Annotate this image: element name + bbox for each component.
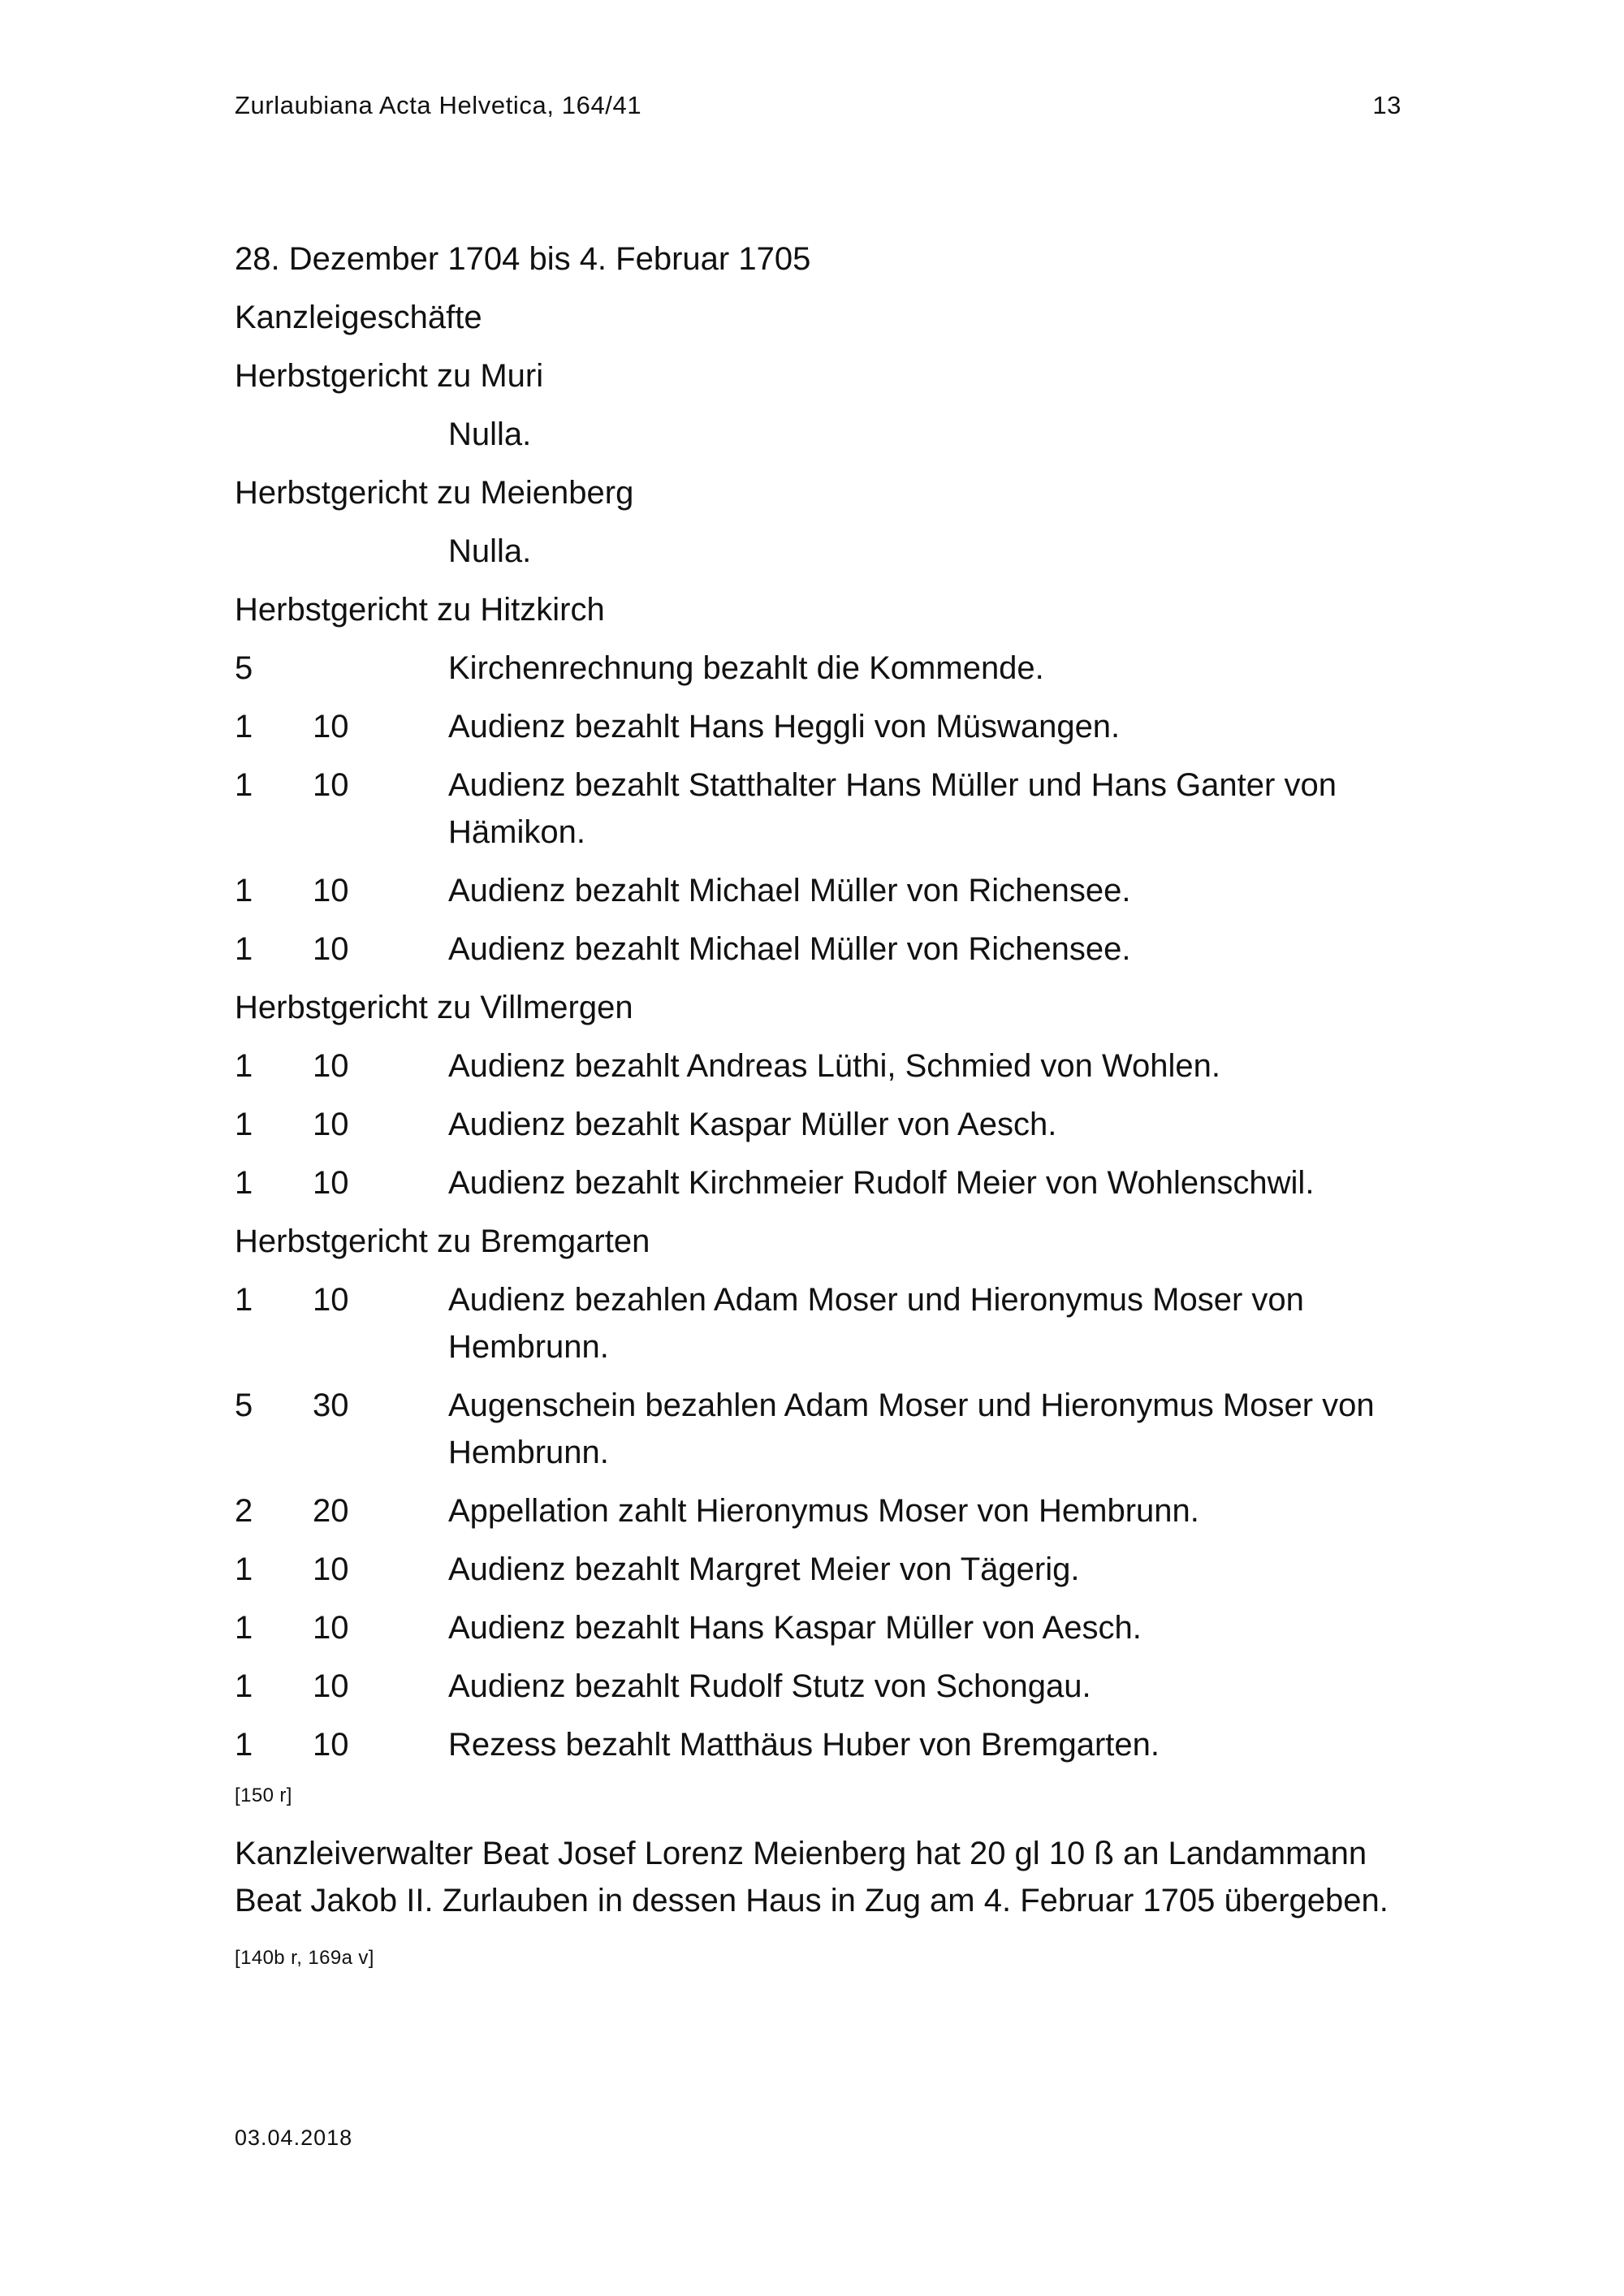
amount-schilling: 10: [313, 931, 349, 967]
entry-text: Nulla.: [448, 416, 532, 452]
ledger-entry: [235, 1546, 1402, 1593]
amount-gulden: 1: [235, 1610, 253, 1646]
amount-gulden: 1: [235, 1107, 253, 1142]
amount-gulden: 2: [235, 1493, 253, 1529]
entry-text: Audienz bezahlt Michael Müller von Richensee.: [448, 873, 1131, 908]
document-title: Zurlaubiana Acta Helvetica, 164/41: [235, 91, 642, 119]
court-section-title: Herbstgericht zu Muri: [235, 358, 544, 394]
entry-text: Audienz bezahlt Michael Müller von Richensee.: [448, 931, 1131, 967]
ledger-entry: [235, 645, 1402, 692]
entry-text: Rezess bezahlt Matthäus Huber von Bremgarten.: [448, 1727, 1160, 1763]
amount-gulden: 1: [235, 1668, 253, 1704]
amount-schilling: 10: [313, 873, 349, 908]
amount-gulden: 5: [235, 650, 253, 686]
court-section-title: Herbstgericht zu Bremgarten: [235, 1224, 650, 1259]
amount-gulden: 1: [235, 767, 253, 803]
document-body: [235, 235, 1402, 1974]
amount-schilling: 10: [313, 1282, 349, 1318]
amount-gulden: 1: [235, 873, 253, 908]
closing-paragraph: Kanzleiverwalter Beat Josef Lorenz Meienberg hat 20 gl 10 ß an Landammann Beat Jakob II. Zurlauben in dessen Haus in Zug am 4. Februar 1705 übergeben.: [235, 1836, 1389, 1918]
ledger-entry: [235, 528, 1402, 575]
section-heading: Kanzleigeschäfte: [235, 300, 482, 335]
entry-text: Audienz bezahlt Statthalter Hans Müller und Hans Ganter von Hämikon.: [448, 767, 1337, 850]
entry-text: Kirchenrechnung bezahlt die Kommende.: [448, 650, 1044, 686]
court-section-title: Herbstgericht zu Hitzkirch: [235, 592, 605, 628]
amount-gulden: 1: [235, 931, 253, 967]
entry-text: Audienz bezahlt Margret Meier von Tägerig.: [448, 1552, 1080, 1587]
footer-date: 03.04.2018: [235, 2126, 353, 2150]
entry-text: Audienz bezahlt Hans Heggli von Müswangen.: [448, 709, 1121, 744]
amount-schilling: 30: [313, 1388, 349, 1423]
ledger-entry: [235, 762, 1402, 856]
ledger-entry: [235, 1721, 1402, 1768]
amount-gulden: 1: [235, 1727, 253, 1763]
amount-schilling: 10: [313, 1610, 349, 1646]
folio-reference: [140b r, 169a v]: [235, 1947, 374, 1969]
court-sections: [235, 352, 1402, 1768]
amount-schilling: 20: [313, 1493, 349, 1529]
ledger-entry: [235, 1042, 1402, 1090]
amount-gulden: 1: [235, 1165, 253, 1201]
entry-text: Augenschein bezahlen Adam Moser und Hieronymus Moser von Hembrunn.: [448, 1388, 1375, 1470]
amount-schilling: 10: [313, 1552, 349, 1587]
court-section-title: Herbstgericht zu Meienberg: [235, 475, 634, 511]
ledger-entry: [235, 703, 1402, 750]
amount-gulden: 1: [235, 709, 253, 744]
entry-text: Nulla.: [448, 533, 532, 569]
ledger-entry: [235, 1487, 1402, 1534]
amount-gulden: 5: [235, 1388, 253, 1423]
page-number: 13: [1372, 91, 1402, 119]
page-header: [235, 91, 1402, 132]
ledger-entry: [235, 1101, 1402, 1148]
ledger-entry: [235, 1276, 1402, 1370]
entry-text: Audienz bezahlt Hans Kaspar Müller von Aesch.: [448, 1610, 1142, 1646]
entry-text: Audienz bezahlt Kirchmeier Rudolf Meier von Wohlenschwil.: [448, 1165, 1315, 1201]
amount-schilling: 10: [313, 1668, 349, 1704]
entry-text: Audienz bezahlt Andreas Lüthi, Schmied von Wohlen.: [448, 1048, 1220, 1084]
ledger-entry: [235, 926, 1402, 973]
entry-text: Audienz bezahlt Kaspar Müller von Aesch.: [448, 1107, 1057, 1142]
amount-gulden: 1: [235, 1552, 253, 1587]
entry-text: Appellation zahlt Hieronymus Moser von Hembrunn.: [448, 1493, 1199, 1529]
entry-text: Audienz bezahlt Rudolf Stutz von Schongau.: [448, 1668, 1091, 1704]
ledger-entry: [235, 1604, 1402, 1651]
court-section-title: Herbstgericht zu Villmergen: [235, 990, 633, 1025]
amount-gulden: 1: [235, 1282, 253, 1318]
amount-schilling: 10: [313, 1727, 349, 1763]
folio-reference: [150 r]: [235, 1785, 292, 1806]
entry-text: Audienz bezahlen Adam Moser und Hieronymus Moser von Hembrunn.: [448, 1282, 1304, 1365]
ledger-entry: [235, 411, 1402, 458]
amount-schilling: 10: [313, 1165, 349, 1201]
amount-schilling: 10: [313, 1048, 349, 1084]
ledger-entry: [235, 1382, 1402, 1476]
amount-schilling: 10: [313, 1107, 349, 1142]
ledger-entry: [235, 867, 1402, 914]
amount-schilling: 10: [313, 767, 349, 803]
amount-schilling: 10: [313, 709, 349, 744]
ledger-entry: [235, 1159, 1402, 1206]
date-range: 28. Dezember 1704 bis 4. Februar 1705: [235, 241, 811, 277]
ledger-entry: [235, 1663, 1402, 1710]
amount-gulden: 1: [235, 1048, 253, 1084]
